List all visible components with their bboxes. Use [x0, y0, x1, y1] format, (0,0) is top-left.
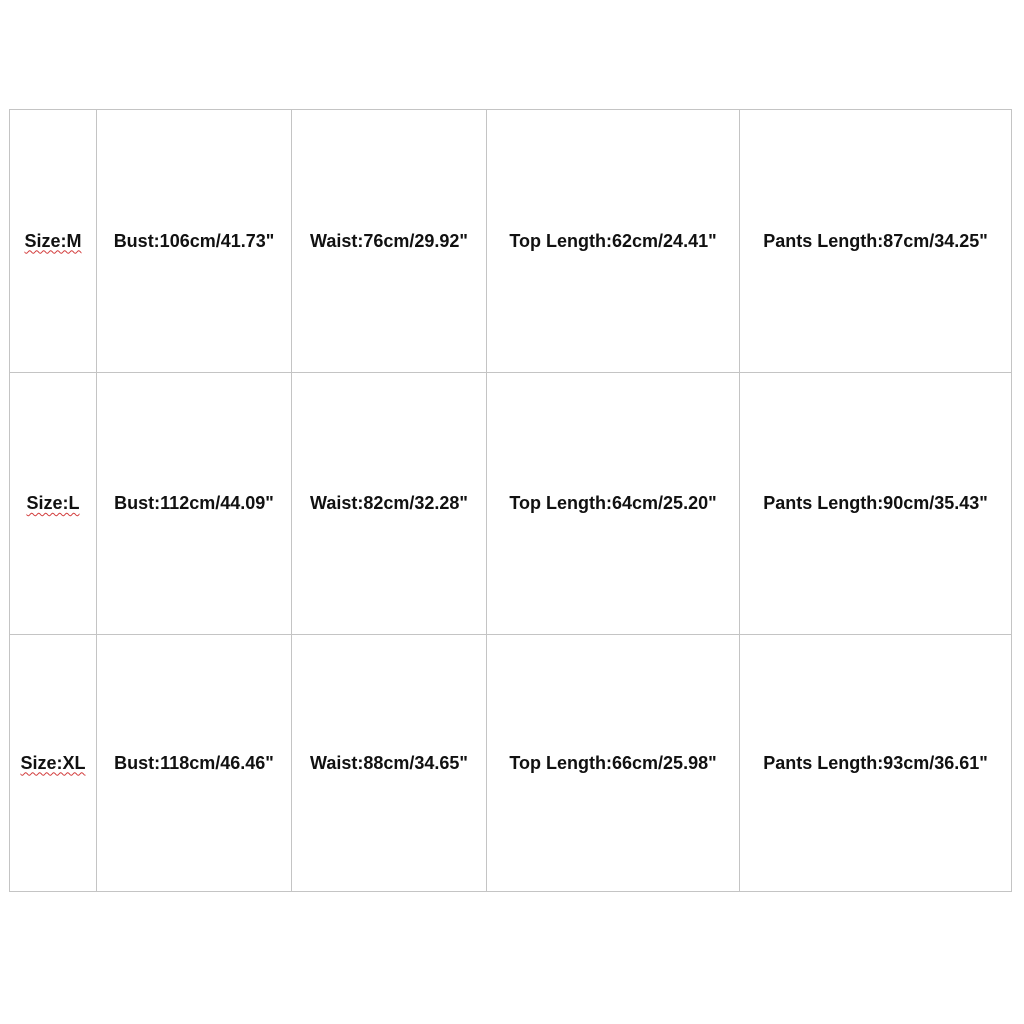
size-label: Size:M [24, 230, 82, 251]
table-row-size-l [10, 373, 1012, 635]
top-length-cell: Top Length:64cm/25.20" [487, 373, 740, 635]
pants-length-cell: Pants Length:87cm/34.25" [740, 110, 1012, 373]
bust-cell: Bust:118cm/46.46" [97, 635, 292, 892]
size-chart-table [9, 109, 1012, 892]
size-cell [10, 635, 97, 892]
size-label: Size:L [26, 493, 80, 513]
top-length-cell: Top Length:66cm/25.98" [487, 635, 740, 892]
waist-cell: Waist:76cm/29.92" [292, 110, 487, 373]
size-cell [10, 373, 97, 635]
bust-cell: Bust:112cm/44.09" [97, 373, 292, 635]
waist-cell: Waist:82cm/32.28" [292, 373, 487, 635]
pants-length-cell: Pants Length:93cm/36.61" [740, 635, 1012, 892]
size-cell [10, 110, 97, 373]
table-row-size-m [10, 110, 1012, 373]
waist-cell: Waist:88cm/34.65" [292, 635, 487, 892]
top-length-cell: Top Length:62cm/24.41" [487, 110, 740, 373]
pants-length-cell: Pants Length:90cm/35.43" [740, 373, 1012, 635]
table-row-size-xl [10, 635, 1012, 892]
size-label: Size:XL [20, 752, 86, 773]
bust-cell: Bust:106cm/41.73" [97, 110, 292, 373]
